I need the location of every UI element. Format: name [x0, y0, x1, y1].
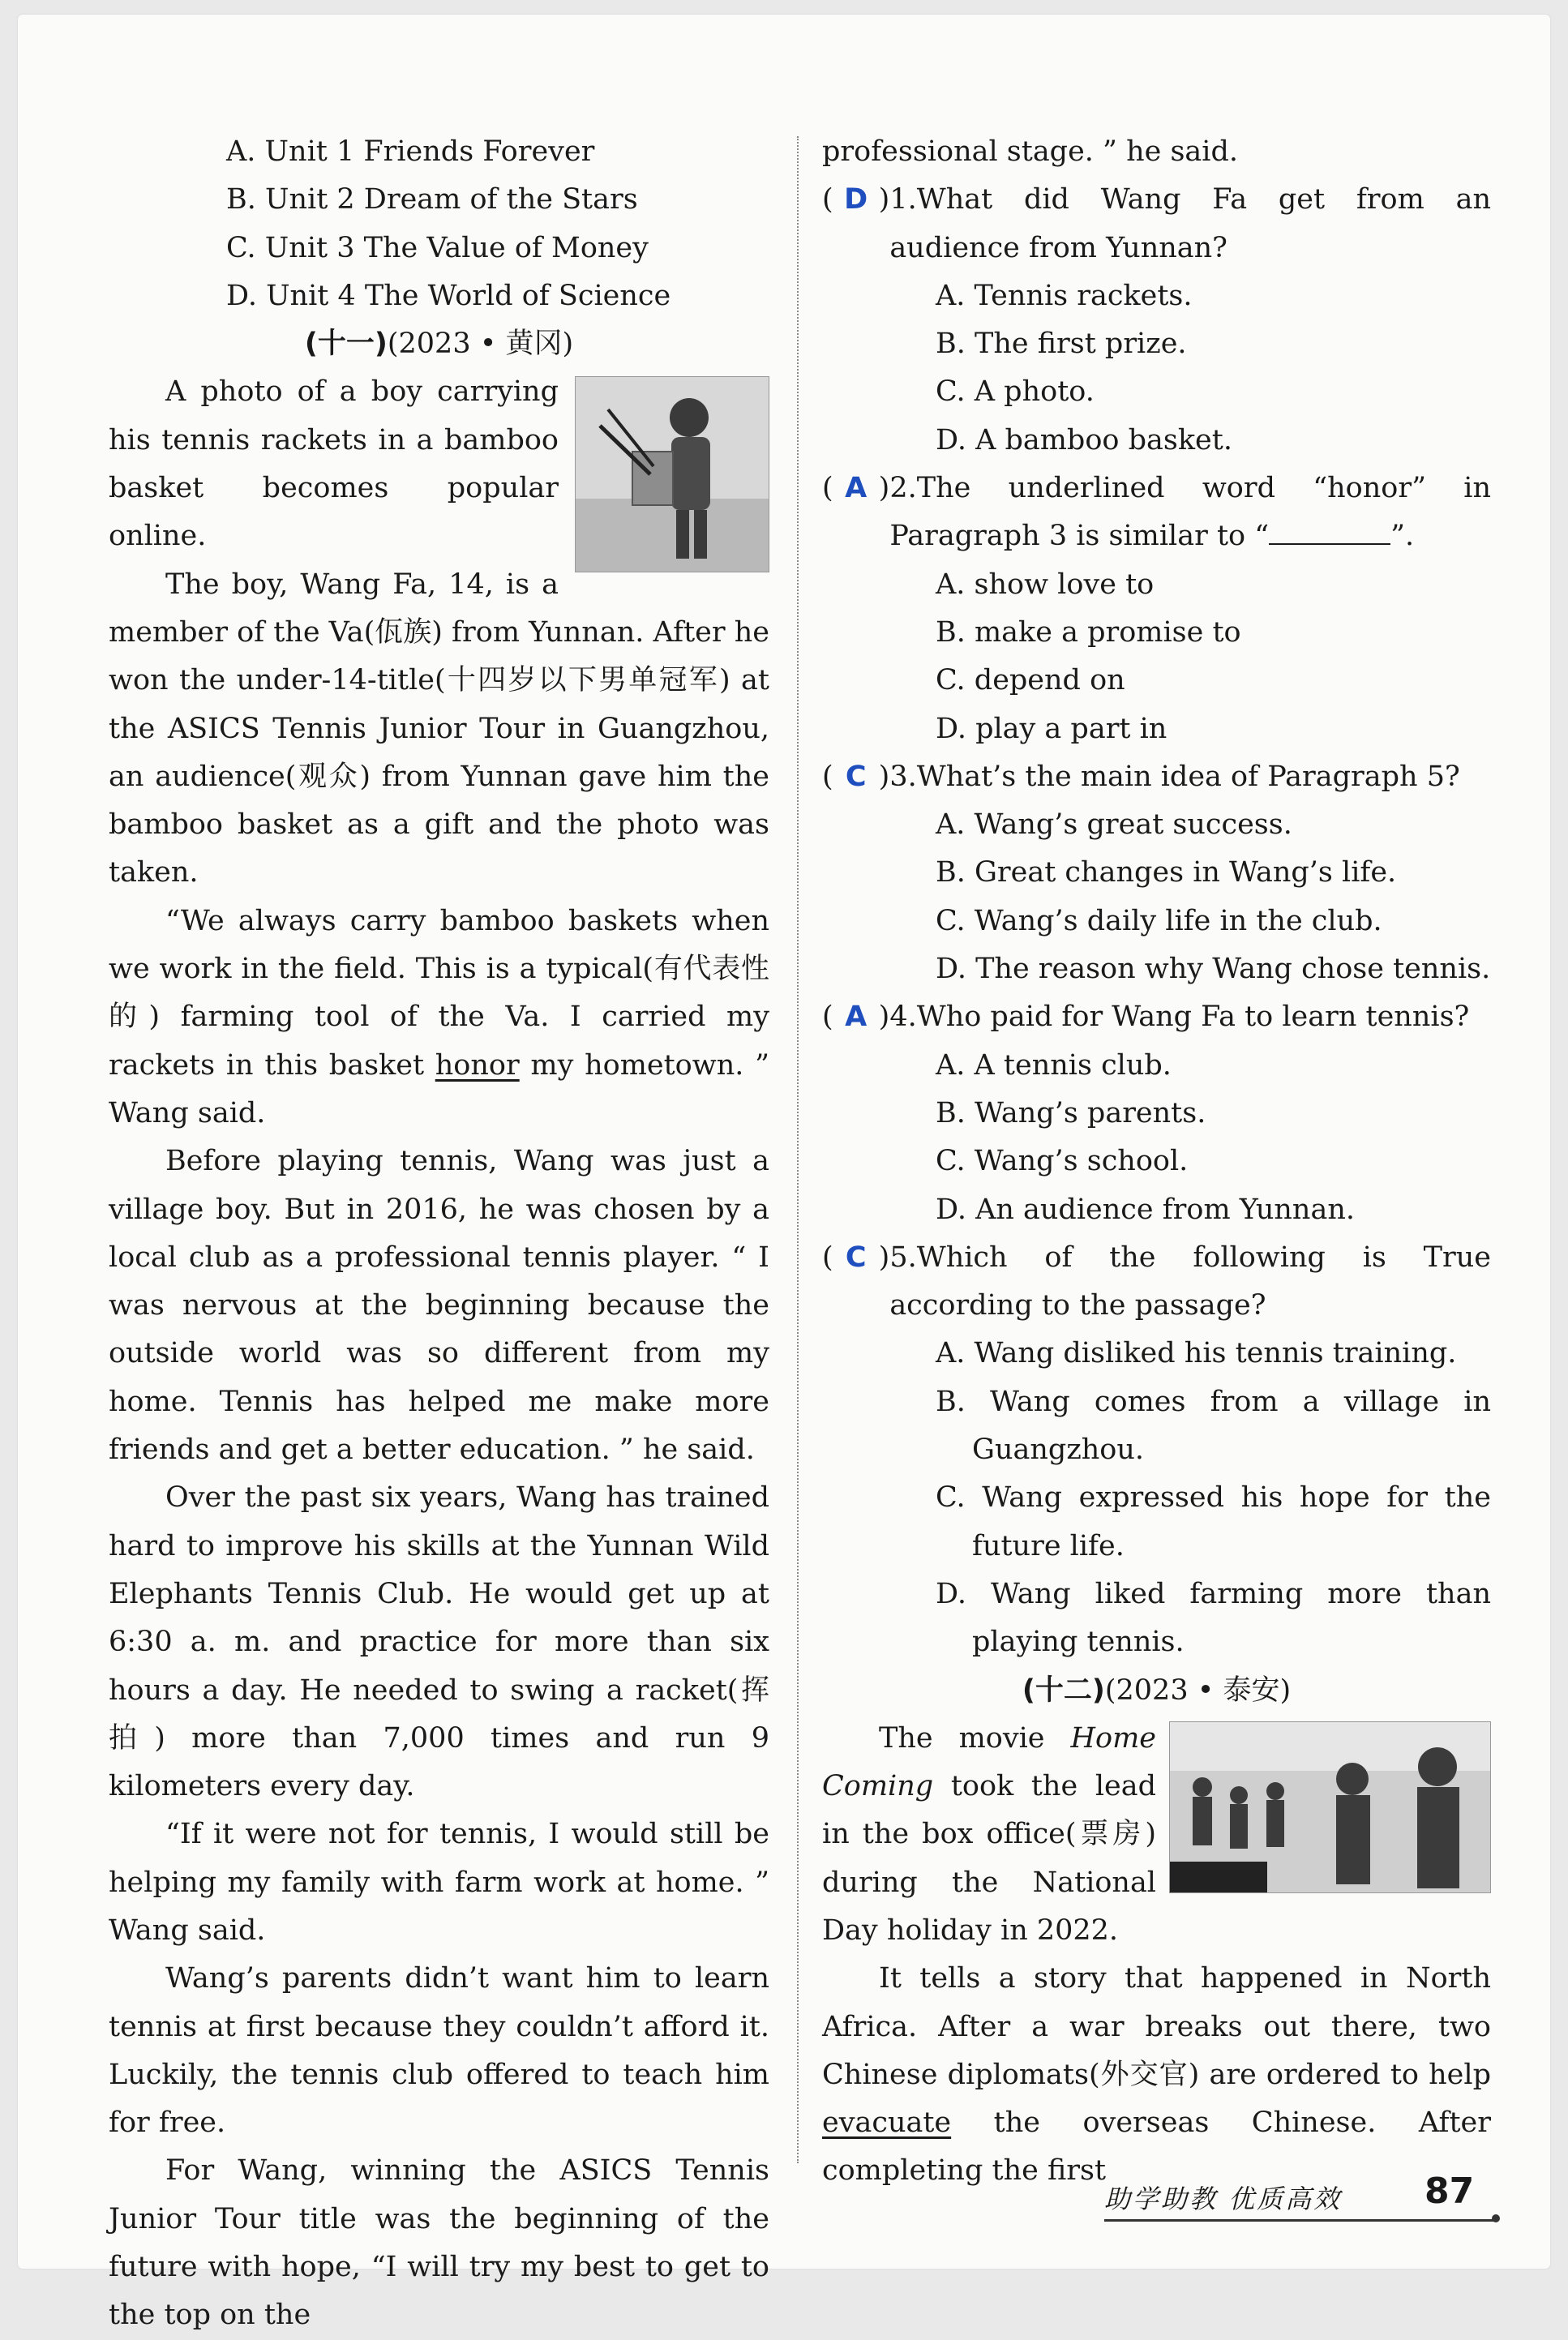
- question-1-text: 1.What did Wang Fa get from an audience from Yunnan?: [889, 183, 1491, 264]
- underlined-word-evacuate: evacuate: [822, 2106, 952, 2140]
- passage-continuation: professional stage. ” he said.: [822, 135, 1239, 168]
- question-3: [822, 753, 1491, 801]
- q2-option-c: C. depend on: [936, 664, 1125, 697]
- q5-option-b: B. Wang comes from a village in Guangzhou.: [936, 1385, 1491, 1467]
- question-5: [822, 1234, 1491, 1331]
- question-4: [822, 993, 1491, 1041]
- passage-paragraph-3: [109, 898, 769, 1138]
- answer-4: A: [845, 1001, 868, 1034]
- answer-blank: [1269, 519, 1390, 545]
- footer-dot: [1492, 2214, 1500, 2222]
- prev-option-a: A. Unit 1 Friends Forever: [226, 135, 595, 168]
- q1-option-d: D. A bamboo basket.: [936, 423, 1232, 456]
- question-3-options: [822, 801, 1491, 993]
- q3-option-a: A. Wang’s great success.: [936, 808, 1292, 842]
- answer-bracket-1: ( D ): [822, 176, 889, 224]
- q5-option-a: A. Wang disliked his tennis training.: [936, 1337, 1457, 1370]
- passage-paragraph-7: Wang’s parents didn’t want him to learn tennis at first because they couldn’t afford it. Luckily, the tennis club offered to teach him for free.: [109, 1962, 769, 2140]
- answer-bracket-4: ( A ): [822, 993, 889, 1041]
- page-number: 87: [1424, 2171, 1475, 2212]
- passage-paragraph-2: The boy, Wang Fa, 14, is a member of the Va(佤族) from Yunnan. After he won the under-14-title(十四岁以下男单冠军) at the ASICS Tennis Junior Tour in Guangzhou, an audience(观众) from Yunnan gave him the bamboo basket as a gift and the photo was taken.: [109, 568, 769, 889]
- q4-option-a: A. A tennis club.: [936, 1048, 1172, 1082]
- question-3-text: 3.What’s the main idea of Paragraph 5?: [889, 760, 1460, 793]
- boy-photo-illustration: [576, 377, 769, 572]
- question-2: [822, 465, 1491, 561]
- q2-option-a: A. show love to: [936, 568, 1155, 601]
- paragraph-3-end: my hometown. ” Wang said.: [109, 1048, 769, 1129]
- answer-5: C: [845, 1241, 867, 1274]
- q1-option-c: C. A photo.: [936, 375, 1095, 409]
- page-footer: [1104, 2167, 1510, 2224]
- answer-bracket-3: ( C ): [822, 753, 889, 801]
- underlined-word-honor: honor: [435, 1048, 520, 1082]
- question-4-options: [822, 1042, 1491, 1234]
- q3-option-b: B. Great changes in Wang’s life.: [936, 856, 1397, 889]
- paragraph-3-text: “We always carry bamboo baskets when we work in the field. This is a typical(有代表性的) farming tool of the Va. I carried my rackets in this basket: [109, 904, 769, 1082]
- q4-option-b: B. Wang’s parents.: [936, 1096, 1206, 1129]
- section-12-year: (2023 • 泰安): [1104, 1674, 1292, 1707]
- workbook-page: [18, 15, 1550, 2332]
- movie-paragraph-1: The movie Home Coming took the lead in the box office(票房) during the National Day holiday in 2022.: [822, 1721, 1156, 1947]
- q3-option-c: C. Wang’s daily life in the club.: [936, 904, 1382, 937]
- answer-bracket-5: ( C ): [822, 1234, 889, 1282]
- q2-option-b: B. make a promise to: [936, 615, 1241, 649]
- footer-slogan: 助学助教 优质高效: [1104, 2184, 1343, 2214]
- passage-paragraph-4: Before playing tennis, Wang was just a village boy. But in 2016, he was chosen by a local club as a professional tennis player. “ I was nervous at the beginning because the outside world was so different from my home. Tennis has helped me make more friends and get a better education. ” he said.: [109, 1145, 769, 1467]
- section-11-year: (2023 • 黄冈): [387, 328, 574, 361]
- q4-option-d: D. An audience from Yunnan.: [936, 1193, 1356, 1226]
- movie-paragraph-2: It tells a story that happened in North Africa. After a war breaks out there, two Chinese diplomats(外交官) are ordered to help evacuate the overseas Chinese. After completing the first: [822, 1962, 1491, 2188]
- q5-option-d: D. Wang liked farming more than playing tennis.: [936, 1577, 1491, 1659]
- passage-paragraph-8: For Wang, winning the ASICS Tennis Junior Tour title was the beginning of the future with hope, “I will try my best to get to the top on the: [109, 2154, 769, 2332]
- question-1: [822, 176, 1491, 272]
- prev-option-d: D. Unit 4 The World of Science: [226, 279, 671, 312]
- question-2-text: 2.The underlined word “honor” in Paragraph 3 is similar to “ ”.: [889, 472, 1491, 553]
- answer-bracket-2: ( A ): [822, 465, 889, 512]
- section-12-title: (十二): [1022, 1674, 1105, 1707]
- q4-option-c: C. Wang’s school.: [936, 1145, 1189, 1178]
- column-divider: [797, 136, 799, 2163]
- prev-option-c: C. Unit 3 The Value of Money: [226, 231, 649, 264]
- passage-paragraph-6: “If it were not for tennis, I would still be helping my family with farm work at home. ” Wang said.: [109, 1818, 769, 1947]
- question-5-options: [822, 1330, 1491, 1666]
- q1-option-a: A. Tennis rackets.: [936, 279, 1193, 312]
- q3-option-d: D. The reason why Wang chose tennis.: [936, 953, 1491, 986]
- answer-3: C: [845, 760, 867, 793]
- section-12-heading: [822, 1667, 1491, 1715]
- movie-still-photo: [1169, 1721, 1491, 1893]
- question-1-options: [822, 272, 1491, 465]
- question-5-text: 5.Which of the following is True according to the passage?: [889, 1241, 1491, 1322]
- passage-paragraph-5: Over the past six years, Wang has trained hard to improve his skills at the Yunnan Wild Elephants Tennis Club. He would get up at 6:30 a. m. and practice for more than six hours a day. He needed to swing a racket(挥拍) more than 7,000 times and run 9 kilometers every day.: [109, 1481, 769, 1803]
- answer-1: D: [844, 183, 868, 216]
- boy-photo: [575, 376, 769, 572]
- right-column: [822, 128, 1491, 2196]
- section-11-title: (十一): [304, 328, 388, 361]
- answer-2: A: [845, 472, 868, 505]
- movie-still-illustration: [1170, 1722, 1490, 1892]
- footer-rule: [1104, 2219, 1493, 2222]
- movie-title: Home Coming: [822, 1721, 1156, 1803]
- section-11-heading: [109, 320, 769, 368]
- left-column: [109, 128, 769, 2340]
- question-2-options: [822, 561, 1491, 753]
- passage-paragraph-1: A photo of a boy carrying his tennis rackets in a bamboo basket becomes popular online.: [109, 375, 559, 553]
- question-4-text: 4.Who paid for Wang Fa to learn tennis?: [889, 1001, 1470, 1034]
- q5-option-c: C. Wang expressed his hope for the future life.: [936, 1481, 1491, 1562]
- prev-option-b: B. Unit 2 Dream of the Stars: [226, 183, 638, 216]
- q1-option-b: B. The first prize.: [936, 328, 1187, 361]
- q2-option-d: D. play a part in: [936, 712, 1167, 745]
